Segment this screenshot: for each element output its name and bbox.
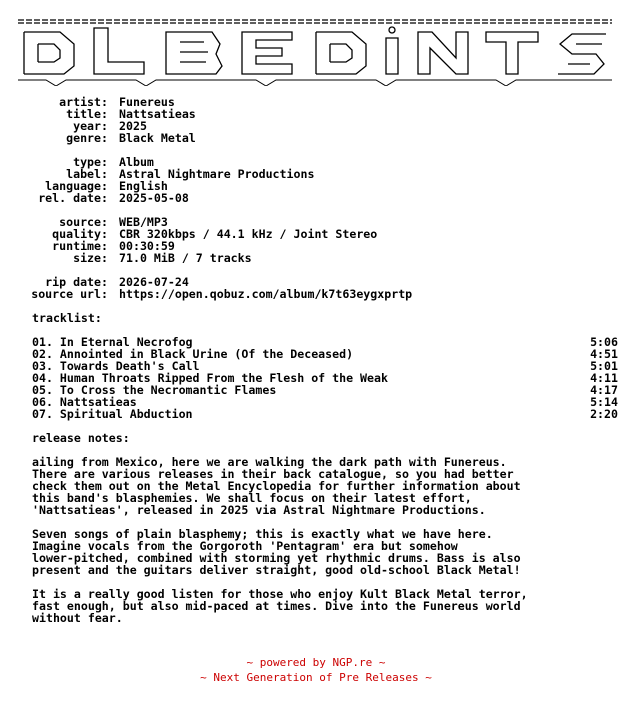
meta-key: language: bbox=[45, 179, 108, 193]
meta-value: Astral Nightmare Productions bbox=[119, 167, 315, 181]
release-notes-paragraph: Seven songs of plain blasphemy; this is exactly what we have here. Imagine vocals from the Gorgoroth 'Pentagram' era but somehow lower-pitched, combined with storming yet rhythmic drums. Bass is also present and the guitars deliver straight, good old-school Black Metal! bbox=[32, 527, 521, 577]
meta-row-size bbox=[8, 252, 377, 264]
meta-value: Album bbox=[119, 155, 154, 169]
meta-key: rip date: bbox=[45, 275, 108, 289]
meta-value: 00:30:59 bbox=[119, 239, 175, 253]
track-title: 01. In Eternal Necrofog bbox=[32, 335, 193, 349]
track-duration: 4:11 bbox=[590, 371, 618, 385]
meta-row-genre bbox=[8, 132, 196, 144]
track-duration: 5:14 bbox=[590, 395, 618, 409]
meta-value: WEB/MP3 bbox=[119, 215, 168, 229]
meta-value: Nattsatieas bbox=[119, 107, 196, 121]
footer-credits bbox=[0, 655, 632, 685]
track-title: 04. Human Throats Ripped From the Flesh of the Weak bbox=[32, 371, 388, 385]
meta-value: 2026-07-24 bbox=[119, 275, 189, 289]
meta-key: rel. date: bbox=[38, 191, 108, 205]
meta-key: quality: bbox=[52, 227, 108, 241]
meta-value: 2025 bbox=[119, 119, 147, 133]
release-notes-paragraph: It is a really good listen for those who enjoy Kult Black Metal terror, fast enough, but also mid-paced at times. Dive into the Funereus world without fear. bbox=[32, 587, 528, 625]
meta-key: year: bbox=[73, 119, 108, 133]
meta-key: runtime: bbox=[52, 239, 108, 253]
meta-row-source-url bbox=[8, 288, 412, 300]
banner-logo-art bbox=[16, 14, 616, 86]
track-row bbox=[32, 408, 618, 420]
footer-tagline: ~ Next Generation of Pre Releases ~ bbox=[200, 671, 432, 684]
meta-value: 2025-05-08 bbox=[119, 191, 189, 205]
meta-value: Funereus bbox=[119, 95, 175, 109]
track-title: 05. To Cross the Necromantic Flames bbox=[32, 383, 277, 397]
release-notes-section bbox=[32, 432, 618, 624]
source-url-link[interactable]: https://open.qobuz.com/album/k7t63eygxprtp bbox=[119, 287, 413, 301]
track-title: 06. Nattsatieas bbox=[32, 395, 137, 409]
metadata-group-release bbox=[8, 156, 314, 204]
metadata-group-rip bbox=[8, 276, 412, 300]
meta-value: Black Metal bbox=[119, 131, 196, 145]
tracklist-heading: tracklist: bbox=[32, 311, 102, 325]
meta-key: source url: bbox=[31, 287, 108, 301]
release-notes-heading: release notes: bbox=[32, 431, 130, 445]
footer-powered-by[interactable]: ~ powered by NGP.re ~ bbox=[246, 656, 386, 669]
track-duration: 5:06 bbox=[590, 335, 618, 349]
release-notes-paragraph: ailing from Mexico, here we are walking the dark path with Funereus. There are various releases in their back catalogue, so you had better check them out on the Metal Encyclopedia for further information about this band's blasphemies. We shall focus on their latest effort, 'Nattsatieas', released in 2025 via Astral Nightmare Productions. bbox=[32, 455, 521, 517]
metadata-group-source bbox=[8, 216, 377, 264]
track-title: 07. Spiritual Abduction bbox=[32, 407, 193, 421]
meta-row-rel-date bbox=[8, 192, 314, 204]
meta-key: source: bbox=[59, 215, 108, 229]
meta-value: CBR 320kbps / 44.1 kHz / Joint Stereo bbox=[119, 227, 378, 241]
meta-key: size: bbox=[73, 251, 108, 265]
meta-key: type: bbox=[73, 155, 108, 169]
track-duration: 4:51 bbox=[590, 347, 618, 361]
meta-value: English bbox=[119, 179, 168, 193]
track-title: 03. Towards Death's Call bbox=[32, 359, 200, 373]
track-title: 02. Annointed in Black Urine (Of the Deceased) bbox=[32, 347, 354, 361]
meta-key: label: bbox=[66, 167, 108, 181]
track-duration: 5:01 bbox=[590, 359, 618, 373]
meta-key: genre: bbox=[66, 131, 108, 145]
track-duration: 4:17 bbox=[590, 383, 618, 397]
meta-key: title: bbox=[66, 107, 108, 121]
metadata-group-artist bbox=[8, 96, 196, 144]
meta-value: 71.0 MiB / 7 tracks bbox=[119, 251, 252, 265]
ascii-banner-logo bbox=[16, 14, 616, 86]
tracklist-section bbox=[32, 312, 618, 420]
track-duration: 2:20 bbox=[590, 407, 618, 421]
meta-key: artist: bbox=[59, 95, 108, 109]
